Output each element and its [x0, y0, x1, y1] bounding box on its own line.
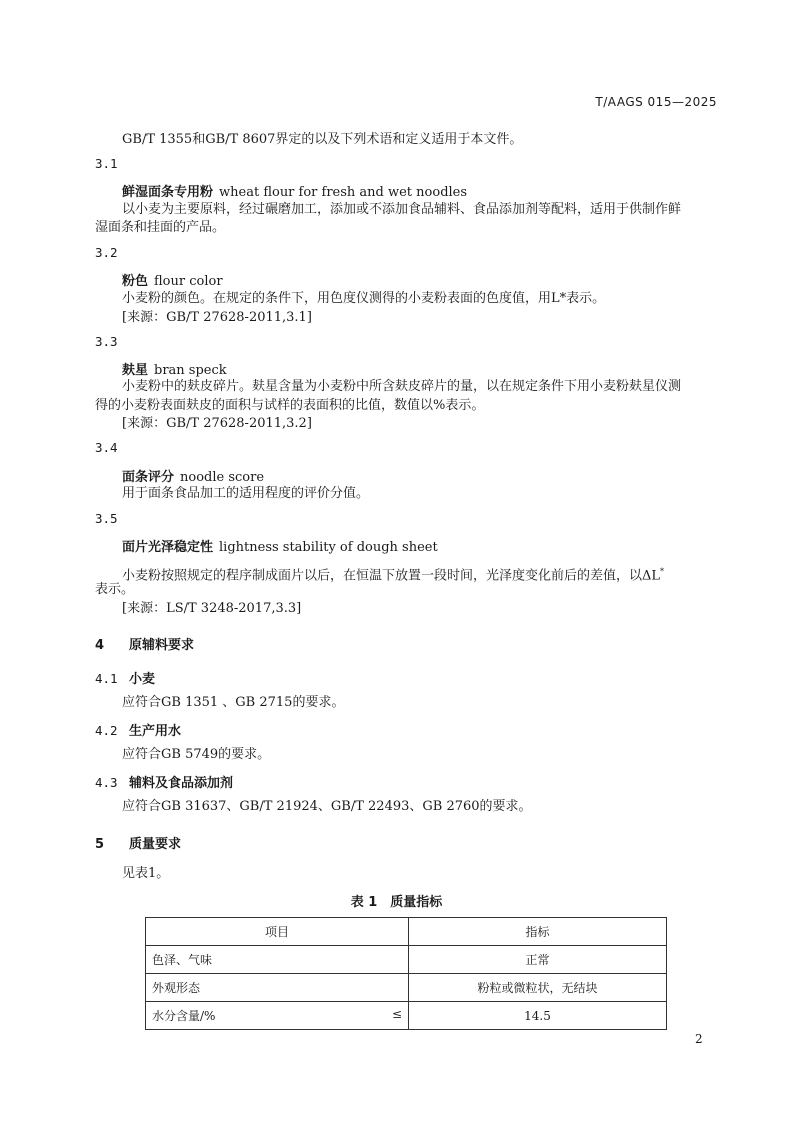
table-cell-value: 14.5: [409, 1002, 667, 1030]
term-definition-cont: 得的小麦粉表面麸皮的面积与试样的表面积的比值，数值以%表示。: [95, 398, 485, 413]
section-title: 原辅料要求: [129, 638, 195, 653]
subsection-number: 4.2: [95, 723, 118, 738]
subsection-heading: [95, 720, 181, 739]
term-en: bran speck: [154, 363, 227, 378]
table-row: [146, 1002, 667, 1030]
subsection-title: 辅料及食品添加剂: [129, 776, 234, 791]
term-definition: 小麦粉的颜色。在规定的条件下，用色度仪测得的小麦粉表面的色度值，用L*表示。: [122, 291, 606, 306]
term-source: [来源：GB/T 27628-2011,3.1]: [122, 310, 312, 325]
term-cn: 粉色: [122, 274, 149, 289]
table-row: [146, 974, 667, 1002]
page-number: 2: [695, 1032, 703, 1046]
term-number: 3.3: [95, 334, 118, 349]
table-cell-item: [146, 974, 409, 1002]
intro-paragraph: GB/T 1355和GB/T 8607界定的以及下列术语和定义适用于本文件。: [122, 132, 523, 147]
section-text: 见表1。: [122, 866, 170, 881]
term-definition-cont: 表示。: [95, 582, 135, 597]
quality-table: [145, 917, 667, 1030]
subsection-title: 生产用水: [129, 724, 182, 739]
term-en: noodle score: [180, 470, 265, 485]
term-source: [来源：GB/T 27628-2011,3.2]: [122, 416, 312, 431]
item-label: 外观形态: [152, 981, 201, 995]
table-cell-item: [146, 1002, 409, 1030]
term-definition: 小麦粉中的麸皮碎片。麸星含量为小麦粉中所含麸皮碎片的量，以在规定条件下用小麦粉麸星仪测: [122, 379, 682, 394]
item-label: 色泽、气味: [152, 953, 213, 967]
subsection-text: 应符合GB 31637、GB/T 21924、GB/T 22493、GB 2760的要求。: [122, 799, 532, 814]
subsection-heading: [95, 772, 233, 791]
table-header-cell: 指标: [409, 918, 667, 946]
term-en: wheat flour for fresh and wet noodles: [219, 185, 468, 200]
term-heading: [122, 181, 467, 200]
table-cell-item: [146, 946, 409, 974]
term-number: 3.4: [95, 440, 118, 455]
subsection-heading: [95, 668, 155, 687]
table-cell-value: 粉粒或微粒状，无结块: [409, 974, 667, 1002]
term-en: lightness stability of dough sheet: [219, 540, 438, 555]
less-equal-symbol: ≤: [391, 1007, 402, 1021]
item-label: 水分含量/%: [152, 1009, 216, 1023]
section-number: 4: [95, 638, 105, 653]
term-heading: [122, 359, 227, 378]
term-number: 3.1: [95, 156, 118, 171]
term-en: flour color: [154, 274, 223, 289]
section-heading: [95, 634, 194, 653]
term-definition: 用于面条食品加工的适用程度的评价分值。: [122, 486, 370, 501]
table-caption: 表 1 质量指标: [350, 895, 443, 910]
term-definition-cont: 湿面条和挂面的产品。: [95, 220, 226, 235]
subsection-text: 应符合GB 5749的要求。: [122, 747, 271, 762]
section-title: 质量要求: [129, 837, 182, 852]
subsection-title: 小麦: [129, 672, 156, 687]
table-header-cell: 项目: [146, 918, 409, 946]
term-cn: 麸星: [122, 363, 149, 378]
table-row: [146, 946, 667, 974]
table-cell-value: 正常: [409, 946, 667, 974]
term-definition: 小麦粉按照规定的程序制成面片以后，在恒温下放置一段时间，光泽度变化前后的差值，以ΔL*: [122, 567, 665, 584]
term-number: 3.5: [95, 511, 118, 526]
term-heading: [122, 466, 264, 485]
term-cn: 面条评分: [122, 470, 175, 485]
subsection-number: 4.1: [95, 671, 118, 686]
term-heading: [122, 270, 223, 289]
section-heading: [95, 833, 181, 852]
term-cn: 鲜湿面条专用粉: [122, 185, 214, 200]
term-definition: 以小麦为主要原料，经过碾磨加工，添加或不添加食品辅料、食品添加剂等配料，适用于供制作鲜: [122, 202, 682, 217]
term-number: 3.2: [95, 245, 118, 260]
term-heading: [122, 536, 438, 555]
document-id-header: T/AAGS 015—2025: [595, 95, 717, 109]
table-header-row: [146, 918, 667, 946]
term-source: [来源：LS/T 3248-2017,3.3]: [122, 601, 302, 616]
subsection-number: 4.3: [95, 775, 118, 790]
term-cn: 面片光泽稳定性: [122, 540, 214, 555]
subsection-text: 应符合GB 1351 、GB 2715的要求。: [122, 695, 345, 710]
section-number: 5: [95, 837, 105, 852]
